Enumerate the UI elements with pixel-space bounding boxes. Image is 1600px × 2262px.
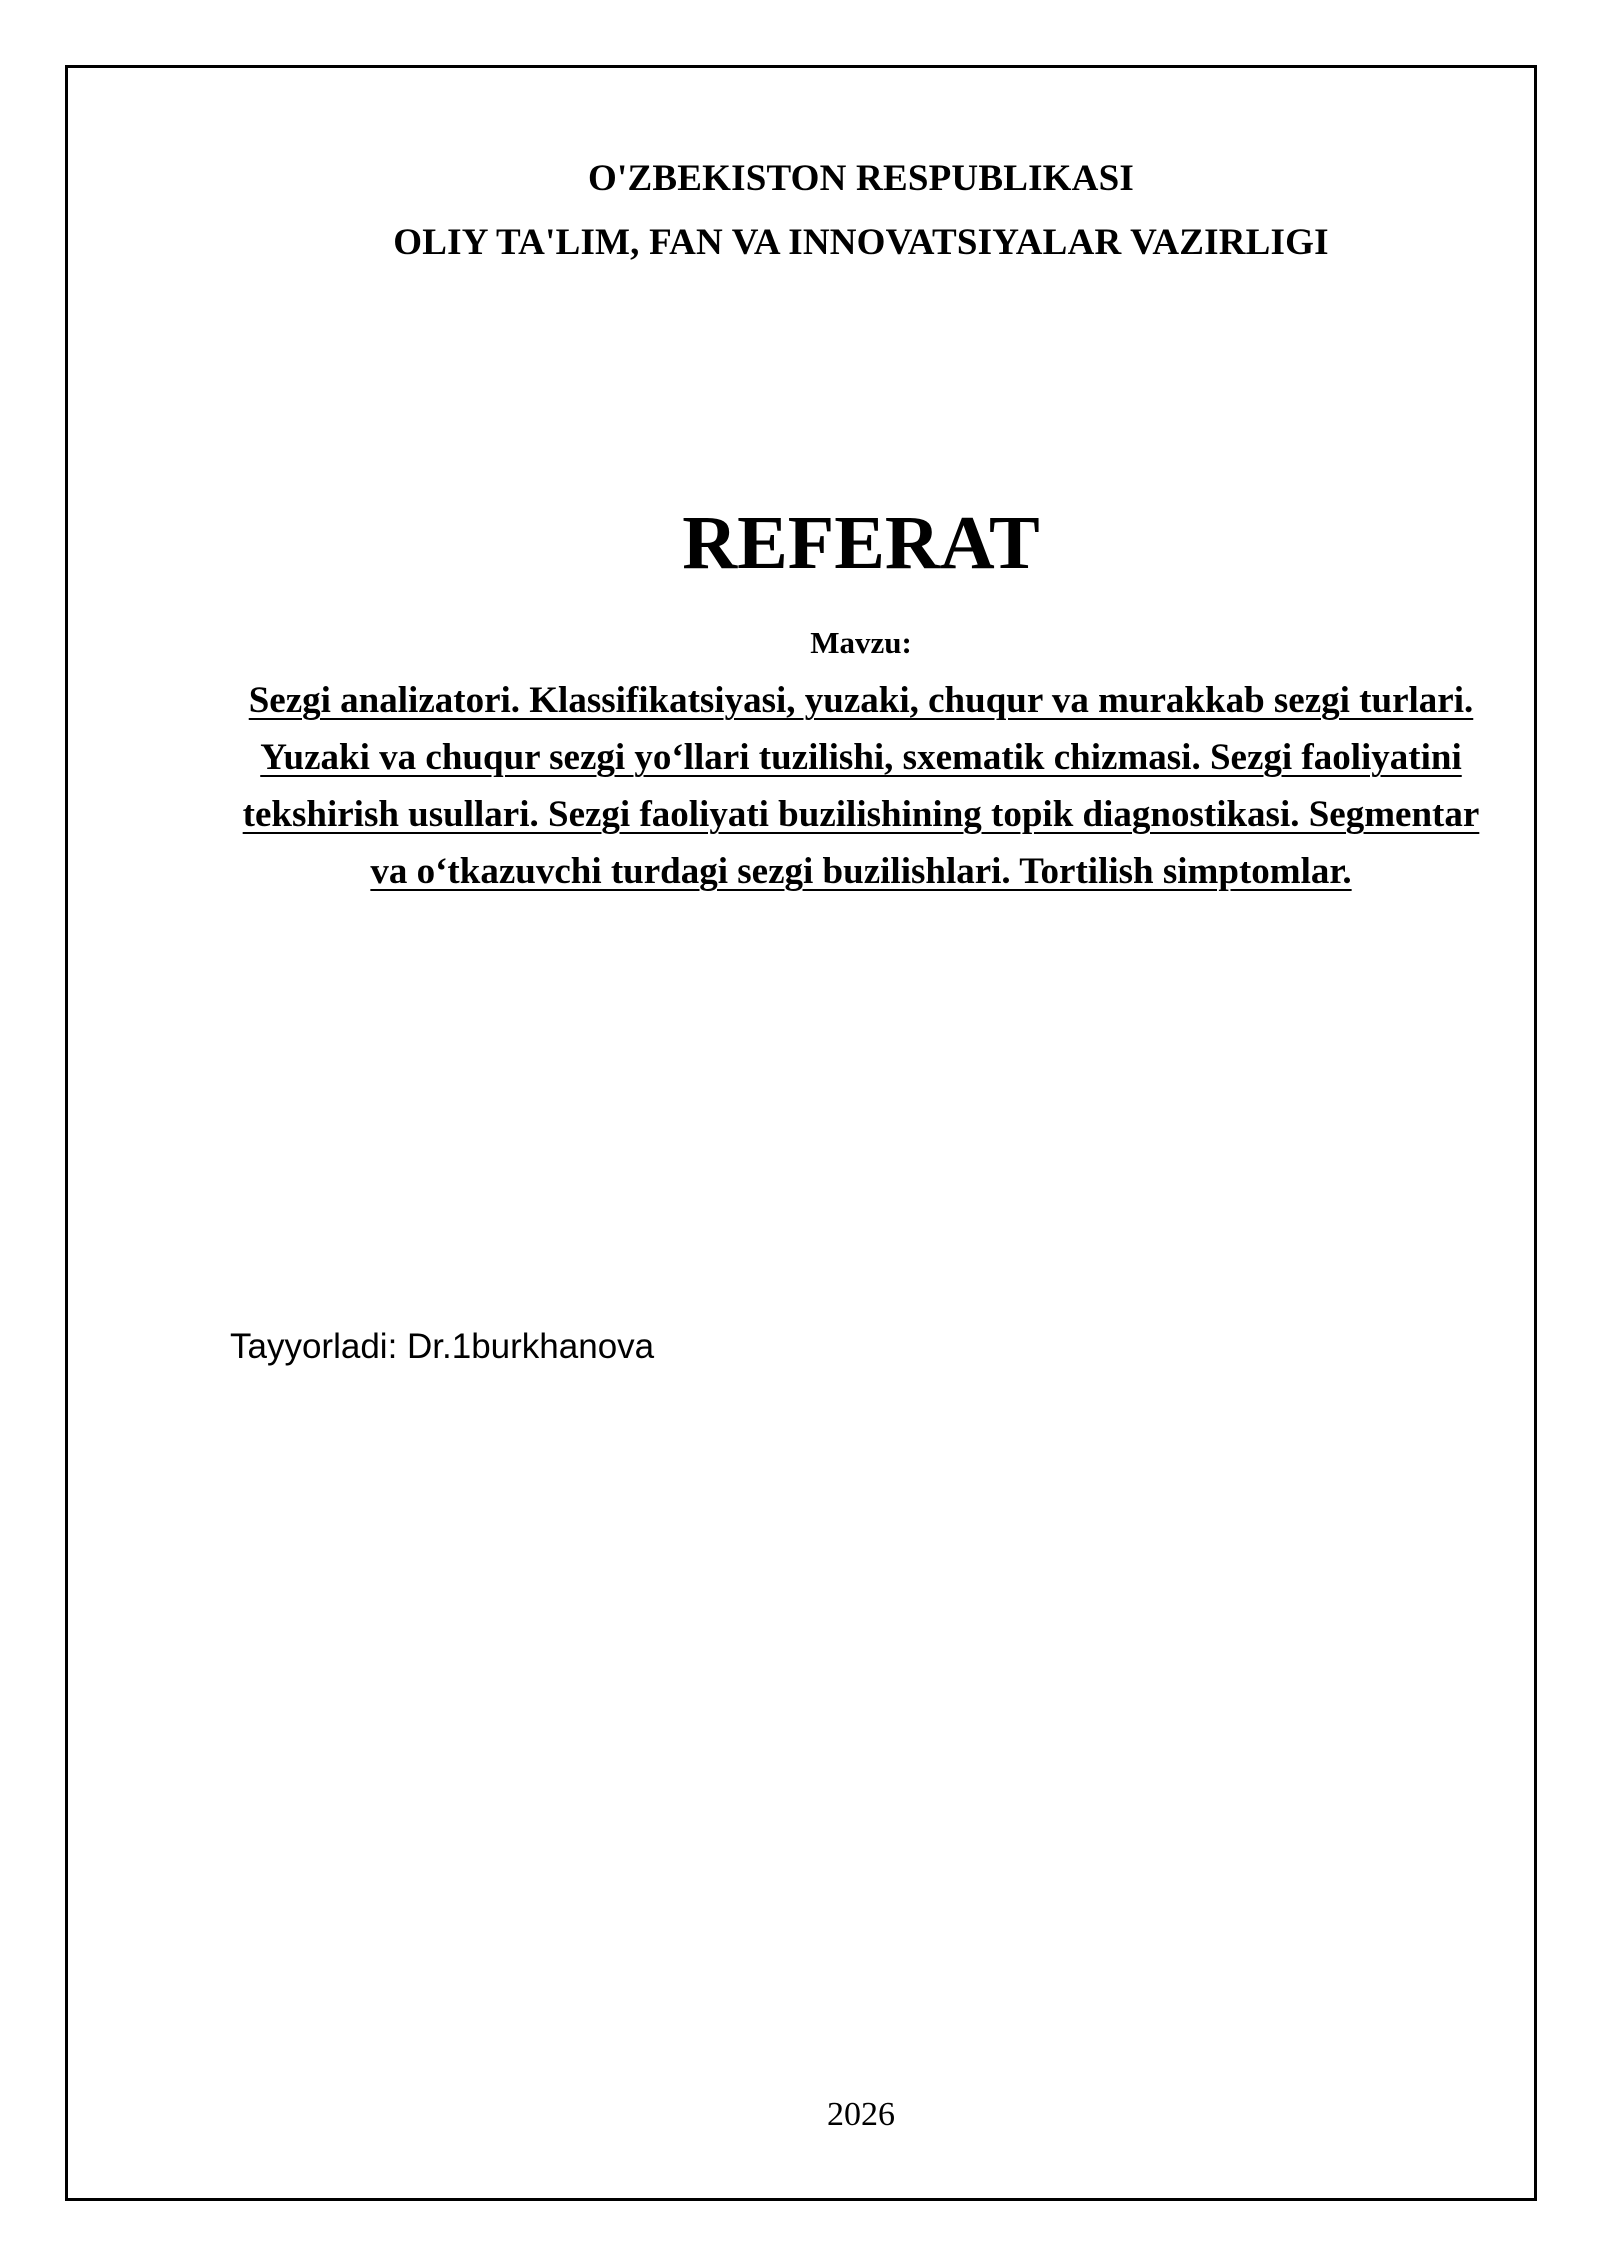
document-title: REFERAT [682, 501, 1040, 585]
page-border [65, 65, 1537, 2201]
topic-text: Sezgi analizatori. Klassifikatsiyasi, yuzaki, chuqur va murakkab sezgi turlari. Yuzaki va chuqur sezgi yo‘llari tuzilishi, sxematik chizmasi. Sezgi faoliyatini tekshirish usullari. Sezgi faoliyati buzilishining topik diagnostikasi. Segmentar va o‘tkazuvchi turdagi sezgi buzilishlari. Tortilish simptomlar. [242, 680, 1480, 892]
ministry-heading: OLIY TA'LIM, FAN VA INNOVATSIYALAR VAZIRLIGI [393, 222, 1329, 263]
year: 2026 [827, 2096, 895, 2133]
prepared-by: Tayyorladi: Dr.1burkhanova [230, 1327, 655, 1366]
country-heading: O'ZBEKISTON RESPUBLIKASI [588, 158, 1134, 199]
topic-label: Mavzu: [810, 625, 912, 660]
